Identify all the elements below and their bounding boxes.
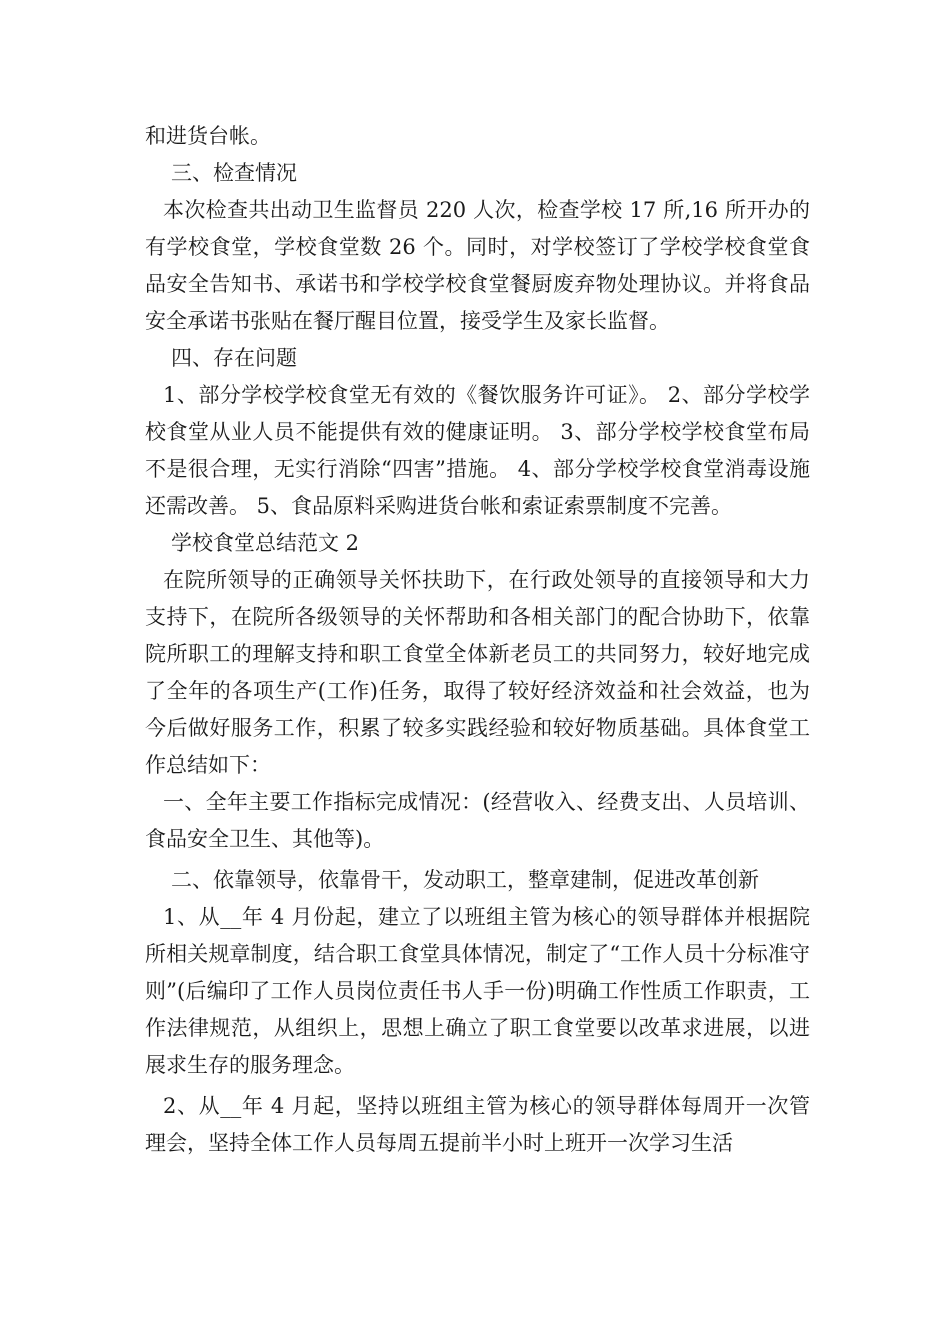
paragraph-item-1: 1、从__年 4 月份起，建立了以班组主管为核心的领导群体并根据院所相关规章制度，结合职工食堂具体情况，制定了“工作人员十分标准守则”(后编印了工作人员岗位责任书人手一份)明确工作性质工作职责，工作法律规范，从组织上，思想上确立了职工食堂要以改革求进展，以进展求生存的服务理念。 [145, 905, 810, 1077]
heading-sample-2: 学校食堂总结范文 2 [171, 531, 360, 555]
heading-problems: 四、存在问题 [171, 346, 297, 370]
paragraph-indicators: 一、全年主要工作指标完成情况：(经营收入、经费支出、人员培训、食品安全卫生、其他等)。 [145, 790, 810, 851]
paragraph-item-2: 2、从__年 4 月起，坚持以班组主管为核心的领导群体每周开一次管理会，坚持全体工作人员每周五提前半小时上班开一次学习生活 [145, 1094, 810, 1155]
paragraph-problems: 1、部分学校学校食堂无有效的《餐饮服务许可证》。 2、部分学校学校食堂从业人员不能提供有效的健康证明。 3、部分学校学校食堂布局不是很合理，无实行消除“四害”措施。 4、部分学校学校食堂消毒设施还需改善。 5、食品原料采购进货台帐和索证索票制度不完善。 [145, 383, 810, 518]
paragraph-inspection: 本次检查共出动卫生监督员 220 人次，检查学校 17 所,16 所开办的有学校食堂，学校食堂数 26 个。同时，对学校签订了学校学校食堂食品安全告知书、承诺书和学校学校食堂餐厨废弃物处理协议。并将食品安全承诺书张贴在餐厅醒目位置，接受学生及家长监督。 [145, 198, 810, 333]
paragraph-intro: 在院所领导的正确领导关怀扶助下，在行政处领导的直接领导和大力支持下，在院所各级领导的关怀帮助和各相关部门的配合协助下，依靠院所职工的理解支持和职工食堂全体新老员工的共同努力，较好地完成了全年的各项生产(工作)任务，取得了较好经济效益和社会效益，也为今后做好服务工作，积累了较多实践经验和较好物质基础。具体食堂工作总结如下： [145, 568, 810, 777]
paragraph-continuation: 和进货台帐。 [145, 124, 271, 148]
document-page [145, 118, 810, 1162]
heading-reform: 二、依靠领导，依靠骨干，发动职工，整章建制，促进改革创新 [171, 868, 759, 892]
heading-inspection: 三、检查情况 [171, 161, 297, 185]
